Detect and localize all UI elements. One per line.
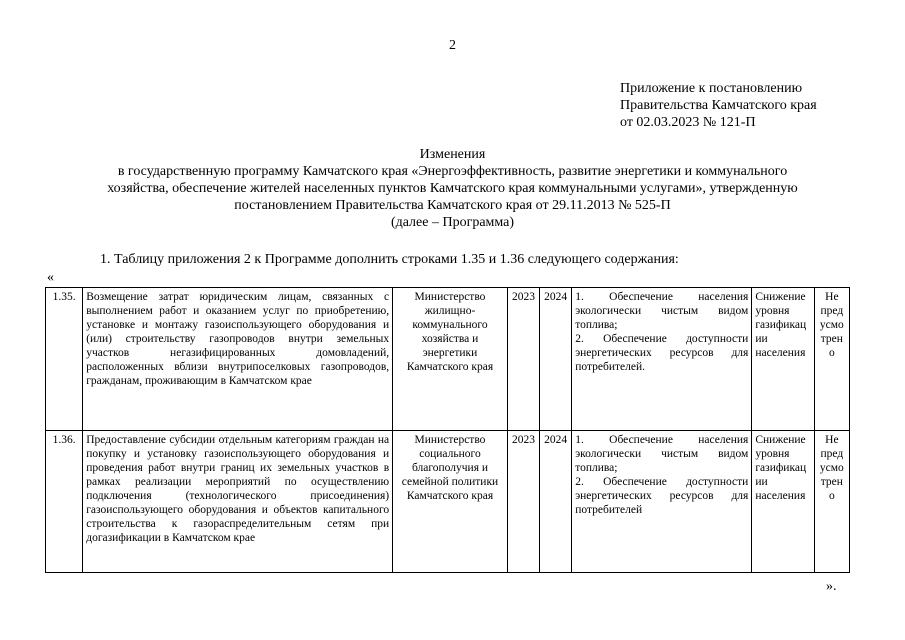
responsible-ministry: Министерство жилищно-коммунального хозяйства и энергетики Камчатского края	[393, 288, 508, 431]
result-1: 1. Обеспечение населения экологически чистым видом топлива;	[575, 291, 749, 331]
appendix-line-2: Правительства Камчатского края	[620, 98, 817, 113]
closing-quote: ».	[826, 579, 837, 594]
amendment-paragraph: 1. Таблицу приложения 2 к Программе дополнить строками 1.35 и 1.36 следующего содержания:	[100, 252, 679, 267]
start-year: 2023	[507, 431, 539, 573]
result-2: 2. Обеспечение доступности энергетических ресурсов для потребителей.	[575, 333, 749, 373]
appendix-header	[620, 80, 817, 131]
responsible-ministry: Министерство социального благополучия и семейной политики Камчатского края	[393, 431, 508, 573]
end-year: 2024	[540, 288, 572, 431]
expected-results	[572, 288, 752, 431]
title-line-2: в государственную программу Камчатского края «Энергоэффективность, развитие энергетики и коммунального	[117, 164, 788, 179]
title-line-4: постановлением Правительства Камчатского края от 29.11.2013 № 525-П	[234, 198, 671, 213]
title-line-1: Изменения	[419, 147, 486, 162]
row-number: 1.36.	[46, 431, 83, 573]
opening-quote: «	[47, 270, 54, 285]
linkage: Не пред усмо трен о	[814, 288, 849, 431]
appendix-line-1: Приложение к постановлению	[620, 81, 803, 96]
amendment-table	[45, 287, 850, 573]
table-row	[46, 431, 850, 573]
start-year: 2023	[507, 288, 539, 431]
document-title	[60, 146, 845, 231]
end-year: 2024	[540, 431, 572, 573]
expected-results	[572, 431, 752, 573]
row-number: 1.35.	[46, 288, 83, 431]
appendix-line-3: от 02.03.2023 № 121-П	[620, 115, 756, 130]
linkage: Не пред усмо трен о	[814, 431, 849, 573]
measure-description: Предоставление субсидии отдельным категориям граждан на покупку и установку газоиспользующего оборудования и проведения работ внутри границ их земельных участков в рамках реализации мероприятий по осуществлению подключения (технологического присоединения) газоиспользующего оборудования и объектов капитального строительства к газораспределительным сетям при догазификации в Камчатском крае	[83, 431, 393, 573]
title-line-3: хозяйства, обеспечение жителей населенных пунктов Камчатского края коммунальными услугами», утвержденную	[107, 181, 798, 196]
result-1: 1. Обеспечение населения экологически чистым видом топлива;	[575, 434, 749, 474]
page-number: 2	[449, 38, 456, 53]
table-row	[46, 288, 850, 431]
consequences: Снижение уровня газификац ии населения	[752, 288, 814, 431]
measure-description: Возмещение затрат юридическим лицам, связанных с выполнением работ и оказанием услуг по приобретению, установке и монтажу газоиспользующего оборудования и (или) строительству газопроводов внутри земельных участков негазифицированных домовладений, расположенных вблизи внутрипоселковых газопроводов, гражданам, проживающим в Камчатском крае	[83, 288, 393, 431]
consequences: Снижение уровня газификац ии населения	[752, 431, 814, 573]
title-line-5: (далее – Программа)	[390, 215, 515, 230]
result-2: 2. Обеспечение доступности энергетических ресурсов для потребителей	[575, 476, 749, 516]
